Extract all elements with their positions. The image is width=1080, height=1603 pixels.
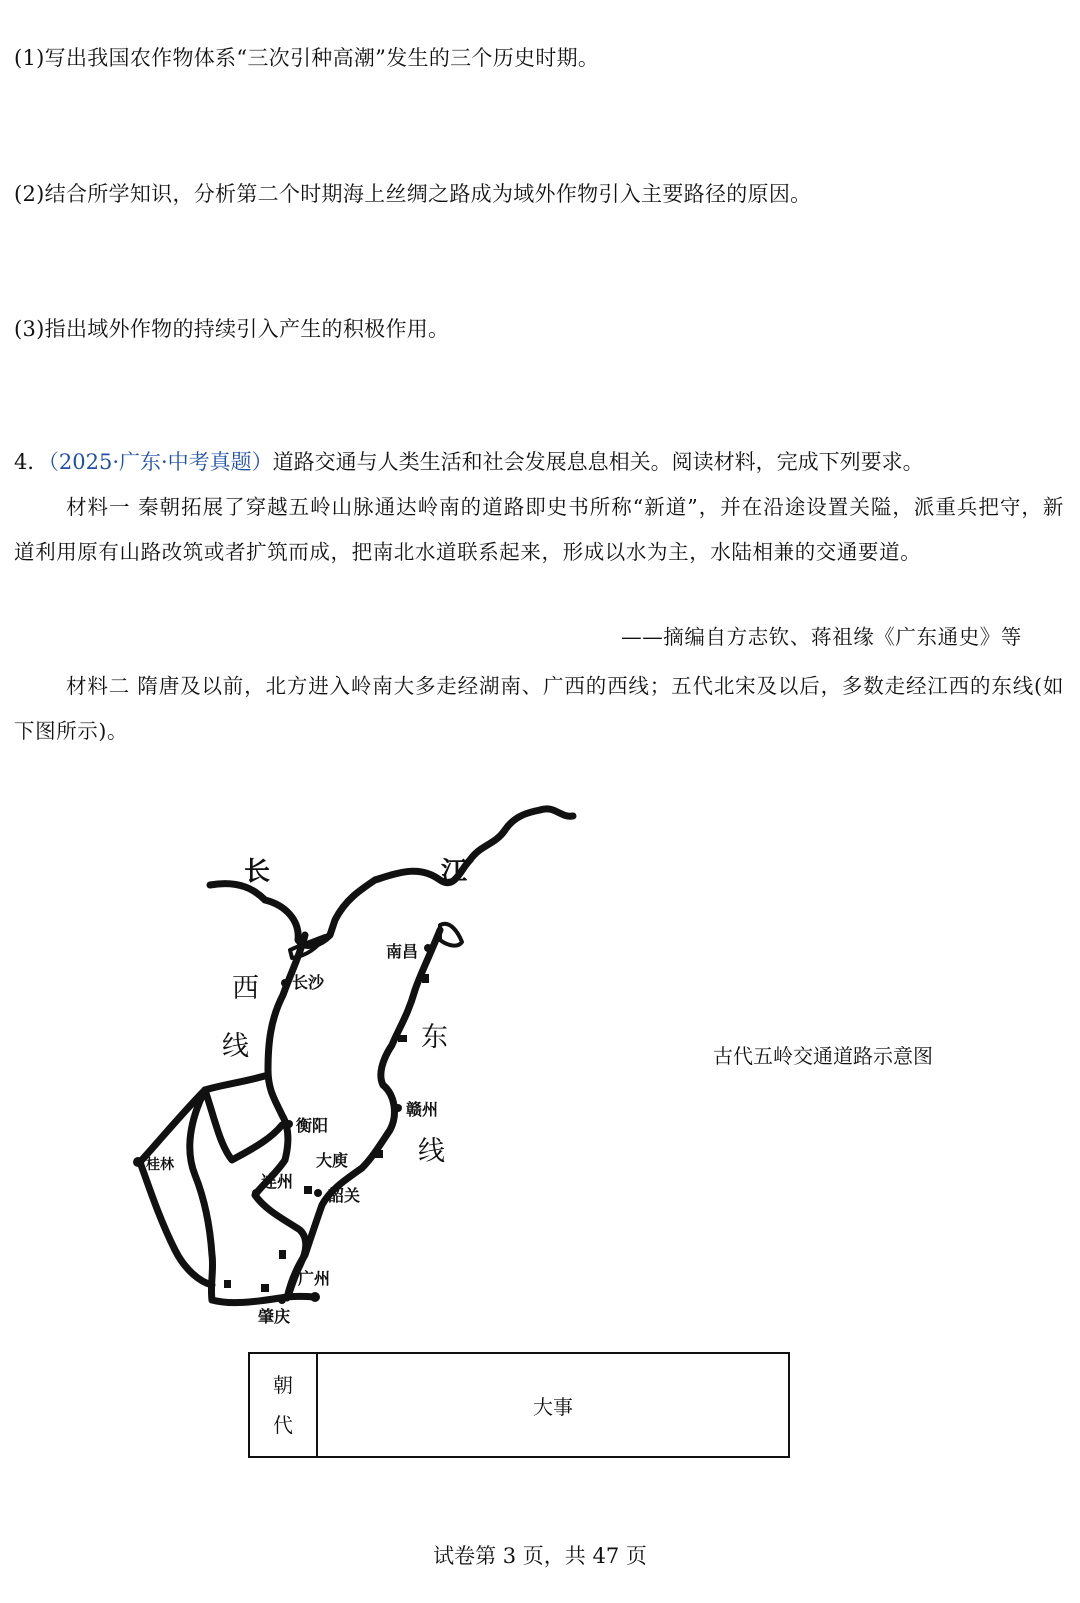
material-2 — [14, 664, 1064, 754]
west-route-lijiang — [140, 1162, 212, 1285]
city-dot-ganzhou — [394, 1104, 402, 1112]
pass-marker-7 — [261, 1284, 269, 1292]
question-1: (1)写出我国农作物体系“三次引种高潮”发生的三个历史时期。 — [14, 46, 600, 70]
city-dot-lianzhou — [252, 1189, 260, 1197]
place-lianzhou: 连州 — [261, 1172, 294, 1191]
west-label-xian: 线 — [222, 1031, 249, 1062]
map-caption: 古代五岭交通道路示意图 — [713, 1044, 933, 1068]
place-guilin: 桂林 — [146, 1157, 174, 1173]
place-zhaoqing: 肇庆 — [258, 1307, 291, 1326]
place-shaoguan: 韶关 — [328, 1186, 361, 1205]
river-label-chang: 长 — [244, 857, 271, 887]
question-2: (2)结合所学知识，分析第二个时期海上丝绸之路成为域外作物引入主要路径的原因。 — [14, 182, 812, 206]
river-label-jiang: 江 — [441, 857, 468, 887]
pass-marker-6 — [224, 1280, 231, 1288]
page-footer: 试卷第 3 页，共 47 页 — [433, 1544, 647, 1568]
question-4-stem — [14, 446, 924, 476]
pass-marker-3 — [374, 1150, 383, 1158]
city-dot-zhaoqing — [278, 1296, 286, 1304]
place-guangzhou: 广州 — [298, 1269, 331, 1288]
city-dot-guilin — [133, 1157, 143, 1167]
question-source: （2025·广东·中考真题） — [48, 450, 273, 474]
pass-marker-4 — [304, 1186, 312, 1194]
east-label-xian: 线 — [418, 1136, 445, 1167]
question-number: 4． — [14, 450, 49, 474]
material-1 — [14, 485, 1064, 575]
west-route-inner — [190, 1090, 213, 1300]
dynasty-header-char-2: 代 — [273, 1413, 293, 1437]
events-table — [248, 1352, 790, 1458]
west-label-xi: 西 — [232, 973, 259, 1004]
question-stem: 道路交通与人类生活和社会发展息息相关。阅读材料，完成下列要求。 — [272, 450, 924, 474]
question-3: (3)指出域外作物的持续引入产生的积极作用。 — [14, 317, 450, 341]
dynasty-header-char-1: 朝 — [273, 1373, 293, 1397]
pass-marker-1 — [422, 974, 429, 983]
material-1-citation: ——摘编自方志钦、蒋祖缘《广东通史》等 — [621, 625, 1022, 649]
material-2-text: 材料二 隋唐及以前，北方进入岭南大多走经湖南、广西的西线；五代北宋及以后，多数走经江西的东线(如下图所示)。 — [14, 674, 1064, 743]
place-ganzhou: 赣州 — [406, 1100, 439, 1119]
city-dot-guangzhou — [310, 1292, 320, 1302]
pass-marker-2 — [398, 1035, 407, 1042]
pass-marker-5 — [279, 1250, 286, 1259]
material-1-text: 材料一 秦朝拓展了穿越五岭山脉通达岭南的道路即史书所称“新道”，并在沿途设置关隘，派重兵把守，新道利用原有山路改筑或者扩筑而成，把南北水道联系起来，形成以水为主，水陆相兼的交通要道。 — [14, 495, 1064, 564]
place-hengyang: 衡阳 — [296, 1116, 329, 1135]
events-header: 大事 — [317, 1353, 789, 1457]
place-dayu: 大庾 — [316, 1151, 349, 1170]
dynasty-header — [249, 1353, 317, 1457]
poyang-lake — [440, 924, 462, 946]
place-nanchang: 南昌 — [386, 942, 419, 961]
west-route-loop — [205, 1090, 282, 1160]
city-dot-shaoguan — [314, 1189, 322, 1197]
east-label-dong: 东 — [421, 1022, 448, 1053]
place-changsha: 长沙 — [292, 973, 325, 992]
city-dot-changsha — [281, 979, 289, 987]
city-dot-nanchang — [424, 944, 432, 952]
city-dot-hengyang — [285, 1120, 293, 1128]
xijiang — [212, 1296, 315, 1302]
